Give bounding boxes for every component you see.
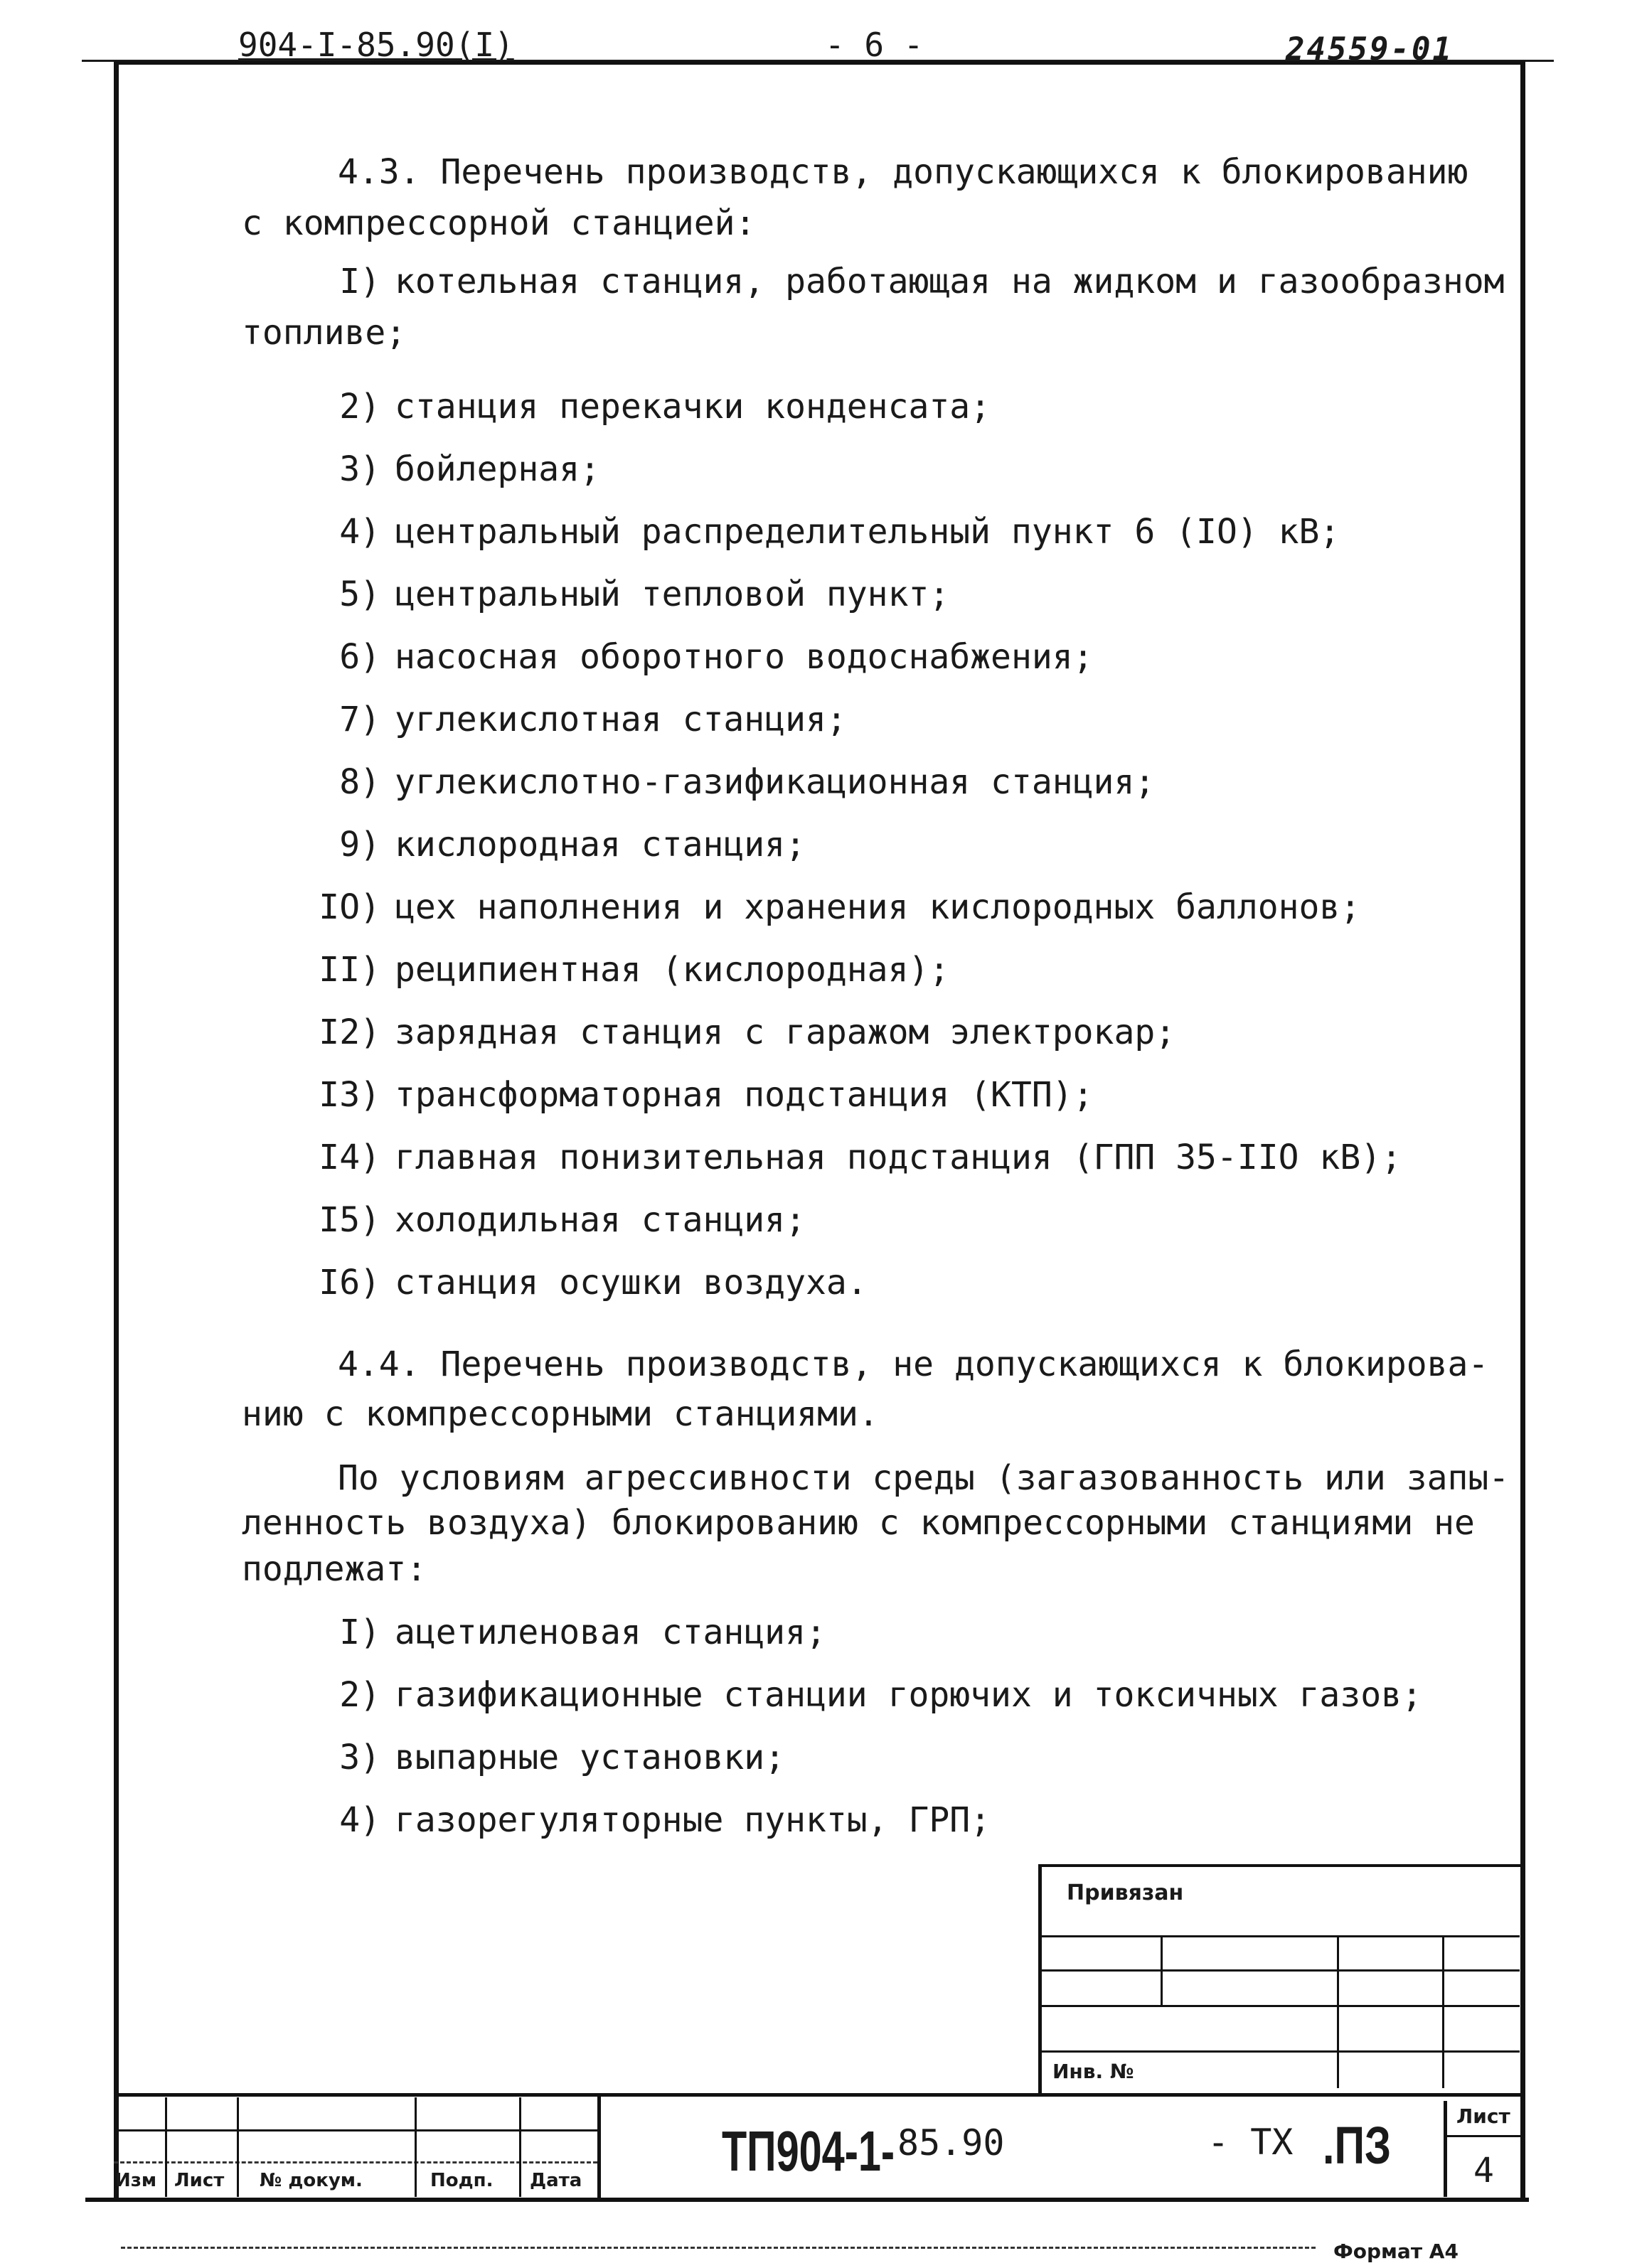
sheet-box-rule (1447, 2135, 1522, 2137)
document-part: .ПЗ (1323, 2116, 1392, 2175)
list-a-num: 5) (339, 574, 380, 614)
list-a-item: зарядная станция с гаражом электрокар; (395, 1012, 1176, 1052)
col-label-change: Изм (115, 2170, 157, 2191)
list-a-item: центральный тепловой пункт; (395, 574, 950, 614)
stamp-rule (1042, 2005, 1520, 2007)
list-a-item: холодильная станция; (395, 1200, 806, 1240)
col-label-doc-number: № докум. (260, 2170, 363, 2191)
title-block-col-rule (597, 2094, 601, 2198)
stamp-divider (1161, 1935, 1163, 2005)
list-a-item: главная понизительная подстанция (ГПП 35-IIO кВ); (395, 1138, 1402, 1177)
list-a-num: 2) (339, 387, 380, 427)
stamp-rule (1042, 1969, 1520, 1972)
list-a-item: бойлерная; (395, 449, 600, 489)
project-code: ТП904-1- (722, 2119, 895, 2183)
stamp-rule (1042, 2050, 1520, 2053)
list-a-item: котельная станция, работающая на жидком и газообразном (395, 262, 1505, 301)
list-a-item: насосная оборотного водоснабжения; (395, 637, 1094, 677)
list-a-num: I) (339, 262, 380, 301)
stamp-divider (1442, 1935, 1444, 2088)
para-4-4-line1: 4.4. Перечень производств, не допускающихся к блокирова- (338, 1344, 1489, 1384)
title-block-row-rule (114, 2129, 597, 2131)
para-4-4-line2: нию с компрессорными станциями. (242, 1394, 879, 1434)
list-a-item-cont: топливе; (242, 313, 407, 353)
para-conditions-line3: подлежат: (242, 1549, 427, 1589)
list-a-num: 6) (339, 637, 380, 677)
para-4-3-line2: с компрессорной станцией: (242, 203, 756, 243)
document-type: - ТХ (1207, 2122, 1294, 2163)
header-archive-number: 24559-01 (1286, 31, 1454, 68)
sheet-label: Лист (1456, 2104, 1510, 2128)
list-a-num: I4) (319, 1138, 380, 1177)
list-a-num: II) (319, 950, 380, 990)
list-a-item: кислородная станция; (395, 825, 806, 865)
title-block-col-rule (165, 2097, 167, 2197)
title-block-col-rule (519, 2097, 521, 2197)
stamp-divider (1337, 1935, 1339, 2088)
title-block-bottom-rule (85, 2198, 1529, 2202)
list-a-num: IO) (319, 887, 380, 927)
list-a-item: станция осушки воздуха. (395, 1263, 868, 1303)
sheet-number: 4 (1473, 2151, 1494, 2191)
list-b-num: 3) (339, 1738, 380, 1777)
list-a-num: I3) (319, 1075, 380, 1115)
list-b-item: ацетиленовая станция; (395, 1612, 826, 1652)
list-a-num: 7) (339, 700, 380, 739)
list-a-num: 3) (339, 449, 380, 489)
title-block-col-rule (237, 2097, 239, 2197)
project-code-suffix: 85.90 (897, 2122, 1005, 2163)
stamp-title: Привязан (1067, 1881, 1184, 1905)
list-a-num: I2) (319, 1012, 380, 1052)
list-a-item: реципиентная (кислородная); (395, 950, 950, 990)
list-a-num: I6) (319, 1263, 380, 1303)
list-a-item: центральный распределительный пункт 6 (IO) кВ; (395, 512, 1340, 552)
list-a-num: 9) (339, 825, 380, 865)
title-block-top-rule (114, 2093, 1525, 2097)
para-conditions-line2: ленность воздуха) блокированию с компрессорными станциями не (242, 1503, 1475, 1543)
header-page-marker: - 6 - (825, 26, 924, 64)
title-block-row-rule (114, 2161, 597, 2163)
list-a-num: I5) (319, 1200, 380, 1240)
list-b-num: 4) (339, 1800, 380, 1840)
list-a-item: углекислотная станция; (395, 700, 847, 739)
bottom-dashed-rule (121, 2247, 1316, 2249)
list-a-item: цех наполнения и хранения кислородных баллонов; (395, 887, 1361, 927)
list-b-num: I) (339, 1612, 380, 1652)
list-b-item: выпарные установки; (395, 1738, 786, 1777)
header-left-code: 904-I-85.90(I) (238, 26, 514, 64)
paper-format: Формат А4 (1333, 2240, 1459, 2263)
list-b-num: 2) (339, 1675, 380, 1715)
list-a-item: станция перекачки конденсата; (395, 387, 991, 427)
list-a-num: 8) (339, 762, 380, 802)
list-a-num: 4) (339, 512, 380, 552)
col-label-date: Дата (530, 2170, 582, 2191)
list-a-item: углекислотно-газификационная станция; (395, 762, 1156, 802)
stamp-inventory-label: Инв. № (1052, 2060, 1134, 2083)
para-4-3-line1: 4.3. Перечень производств, допускающихся к блокированию (338, 152, 1468, 192)
para-conditions-line1: По условиям агрессивности среды (загазованность или запы- (338, 1458, 1510, 1498)
col-label-sheet: Лист (174, 2170, 225, 2191)
list-b-item: газорегуляторные пункты, ГРП; (395, 1800, 991, 1840)
list-a-item: трансформаторная подстанция (КТП); (395, 1075, 1094, 1115)
list-b-item: газификационные станции горючих и токсичных газов; (395, 1675, 1422, 1715)
title-block-col-rule (415, 2097, 417, 2197)
col-label-signature: Подп. (430, 2170, 494, 2191)
stamp-rule (1042, 1935, 1520, 1937)
